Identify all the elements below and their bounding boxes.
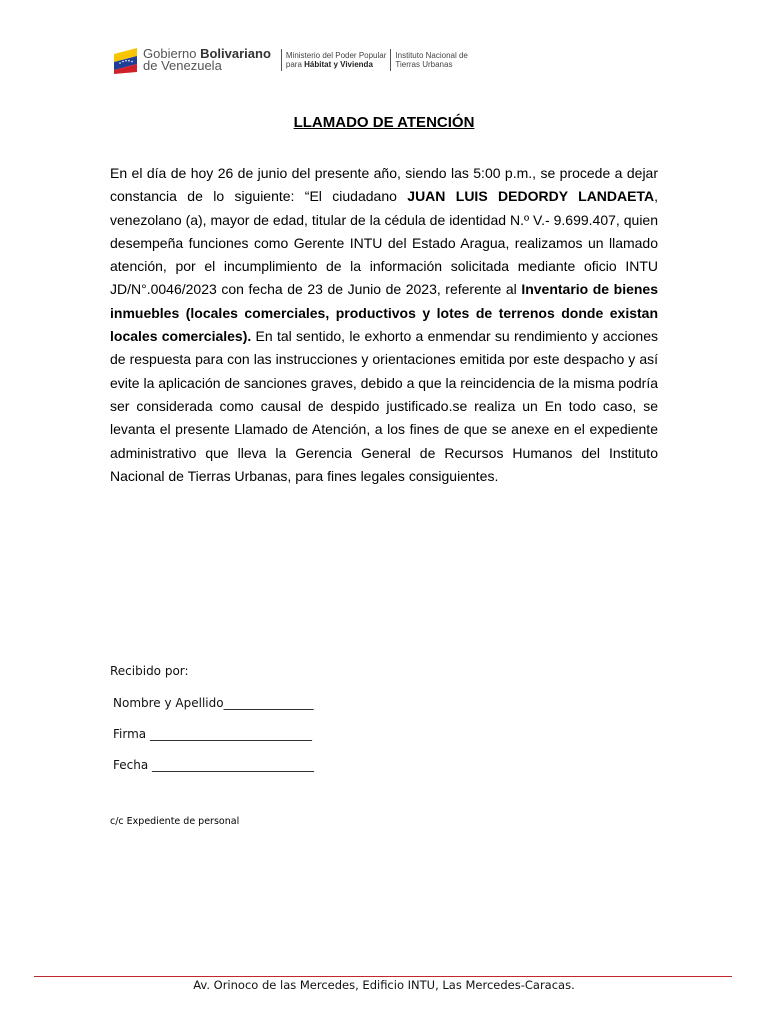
institute-line2: Tierras Urbanas: [395, 60, 453, 69]
body-part3: En tal sentido, le exhorto a enmendar su rendimiento y acciones de respuesta para con las instrucciones y orientaciones emitida por este despacho y así evite la aplicación de sanciones graves, debido a que la reincidencia de la misma podría ser considerada como causal de despido justificado.se realiza un En todo caso, se levanta el presente Llamado de Atención, a los fines de que se anexe en el expediente administrativo que lleva la Gerencia General de Recursos Humanos del Instituto Nacional de Tierras Urbanas, para fines legales consiguientes.: [110, 328, 658, 484]
document-body: [110, 162, 658, 488]
letterhead: [112, 44, 468, 76]
document-title: LLAMADO DE ATENCIÓN: [293, 114, 475, 131]
footer-address: Av. Orinoco de las Mercedes, Edificio INTU, Las Mercedes-Caracas.: [193, 978, 575, 992]
footer-divider: [34, 976, 732, 977]
government-name: [143, 48, 271, 72]
citizen-name: JUAN LUIS DEDORDY LANDAETA: [407, 188, 655, 205]
body-part2: , venezolano (a), mayor de edad, titular de la cédula de identidad N.º V.- 9.699.407, quien desempeña funciones como Gerente INTU del Estado Aragua, realizamos un llamado atención, por el incumplimiento de la información solicitada mediante oficio INTU JD/N°.0046/2023 con fecha de 23 de Junio de 2023, referente al: [110, 188, 658, 298]
gov-line2: de Venezuela: [143, 58, 222, 73]
institute-name: [395, 51, 468, 69]
carbon-copy-note: c/c Expediente de personal: [110, 816, 240, 827]
institute-line1: Instituto Nacional de: [395, 51, 468, 60]
ministry-line2-prefix: para: [285, 60, 305, 69]
body-part1: En el día de hoy 26 de junio del presente año, siendo las 5:00 p.m., se procede a dejar constancia de lo siguiente: “El ciudadano: [110, 165, 658, 205]
firma-signature-line: Firma ___________________________: [113, 727, 312, 741]
inventory-reference: Inventario de bienes inmuebles (locales comerciales, productivos y lotes de terrenos donde existan locales comerciales).: [110, 281, 658, 345]
header-separator: [390, 49, 391, 71]
gov-line1-bold: Bolivariano: [200, 46, 271, 61]
fecha-signature-line: Fecha ___________________________: [113, 758, 314, 772]
ministry-name: [286, 51, 387, 69]
header-separator: [281, 49, 282, 71]
ministry-line2-bold: Hábitat y Vivienda: [304, 60, 373, 69]
received-by-label: Recibido por:: [110, 664, 189, 678]
gov-line1-prefix: Gobierno: [143, 46, 201, 61]
name-signature-line: Nombre y Apellido_______________: [113, 696, 314, 710]
ministry-line1: Ministerio del Poder Popular: [285, 51, 387, 60]
venezuela-flag-logo-icon: [112, 46, 139, 74]
